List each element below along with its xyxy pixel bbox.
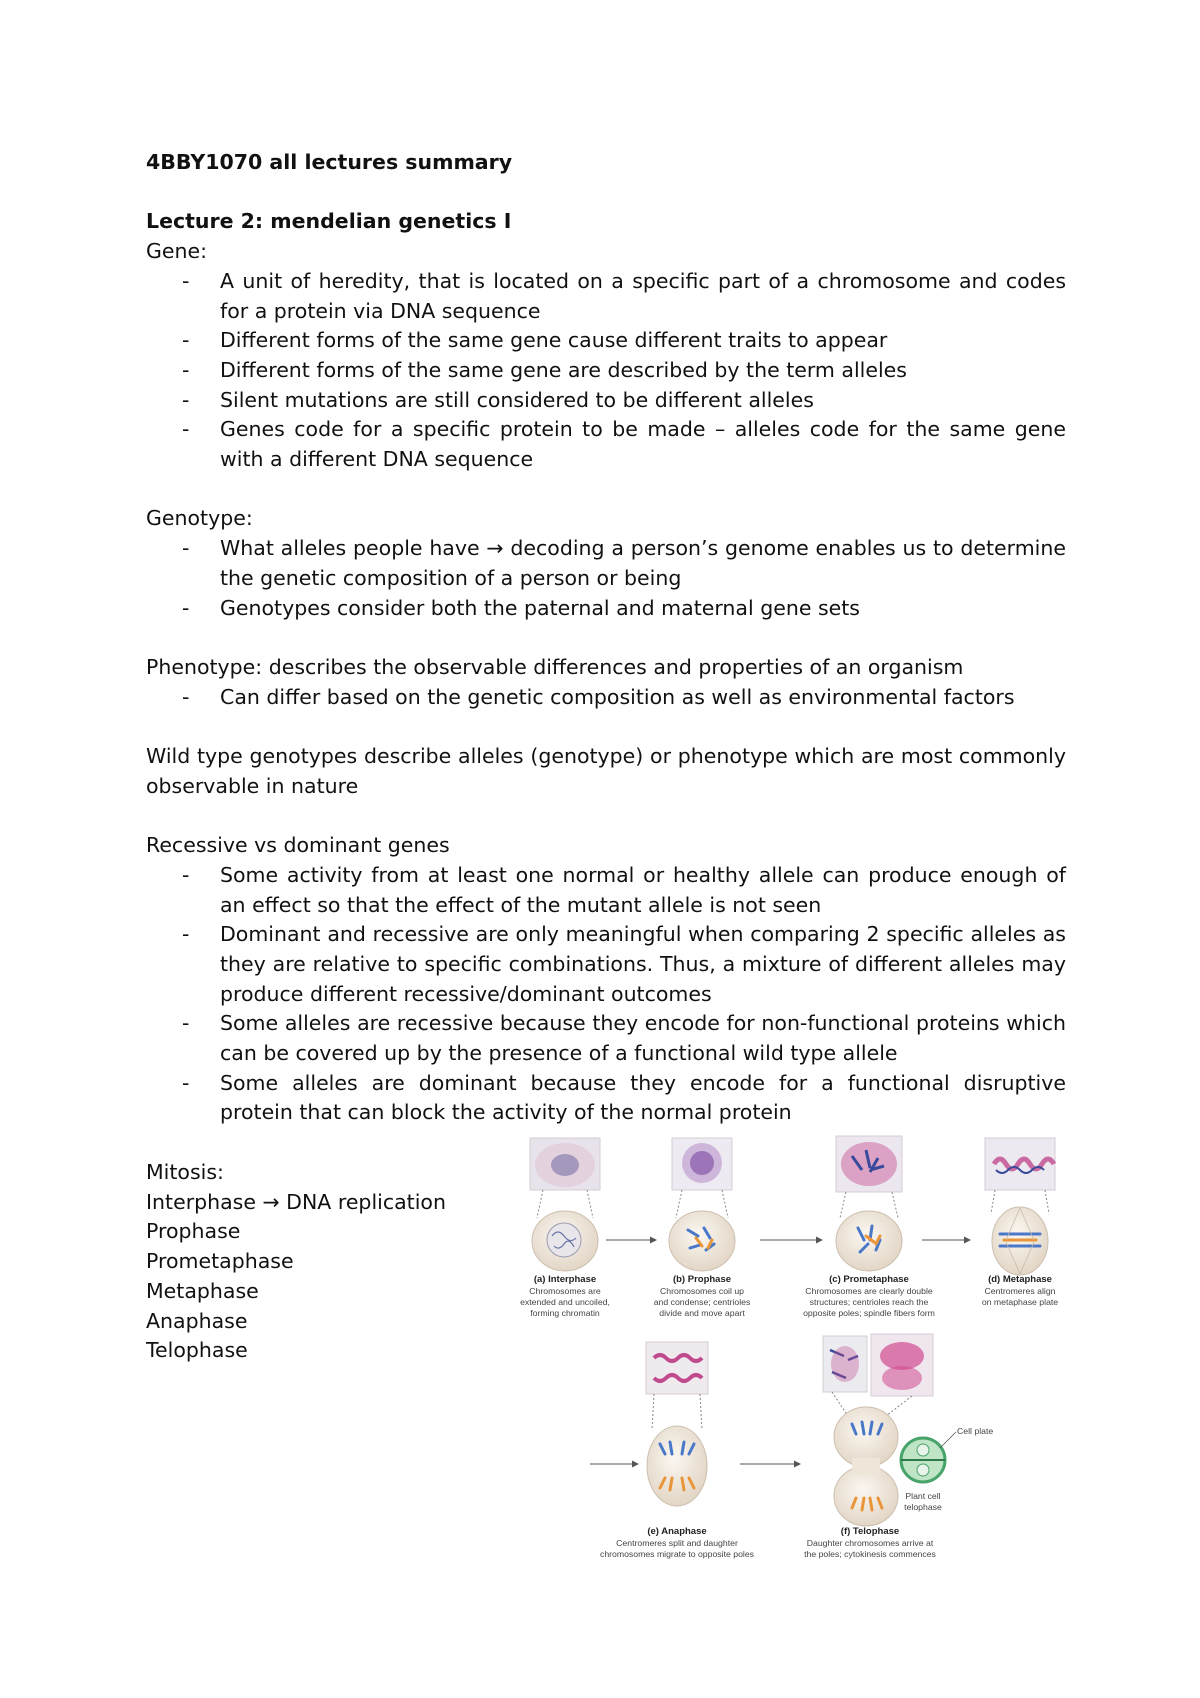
bullet-item: - Dominant and recessive are only meaningful when comparing 2 specific alleles as they are relative to specific combinations. Thus, a mixture of different alleles may produce different recessive/dominant outcomes — [146, 920, 1066, 1009]
cell-metaphase — [992, 1207, 1048, 1275]
lecture-heading: Lecture 2: mendelian genetics I — [146, 209, 512, 234]
micrograph-metaphase — [985, 1138, 1055, 1190]
cell-anaphase — [647, 1426, 707, 1506]
panel-anaphase — [600, 1342, 755, 1559]
panel-caption: divide and move apart — [659, 1308, 745, 1318]
panel-caption: Centromeres split and daughter — [616, 1538, 738, 1548]
bullet-item: - Some alleles are recessive because they encode for non-functional proteins which can be covered up by the presence of a functional wild type allele — [146, 1009, 1066, 1068]
panel-caption: on metaphase plate — [981, 1297, 1059, 1307]
micrograph-prometaphase — [836, 1136, 902, 1192]
panel-interphase — [520, 1138, 610, 1318]
mitosis-heading: Mitosis: — [146, 1160, 224, 1184]
mitosis-stage: Prometaphase — [146, 1249, 294, 1274]
mitosis-stage: Telophase — [146, 1338, 248, 1363]
bullet-item: - Different forms of the same gene are described by the term alleles — [146, 356, 1066, 386]
panel-caption: Chromosomes are — [529, 1286, 601, 1296]
panel-caption: opposite poles; spindle fibers form — [803, 1308, 935, 1318]
bullet-item: - Genes code for a specific protein to be made – alleles code for the same gene with a different DNA sequence — [146, 415, 1066, 474]
plant-cell-label: Plant cell — [905, 1491, 941, 1501]
gene-heading: Gene: — [146, 239, 208, 264]
bullet-item: - Genotypes consider both the paternal and maternal gene sets — [146, 594, 1066, 624]
cell-interphase — [532, 1211, 598, 1271]
panel-caption: Daughter chromosomes arrive at — [806, 1538, 934, 1548]
document-title: 4BBY1070 all lectures summary — [146, 150, 513, 174]
panel-metaphase — [982, 1138, 1058, 1307]
mitosis-stage: Interphase → DNA replication — [146, 1189, 446, 1214]
panel-caption: the poles; cytokinesis commences — [804, 1549, 936, 1559]
cell-telophase — [834, 1407, 898, 1526]
panel-title: (e) Anaphase — [647, 1526, 707, 1537]
panel-caption: and condense; centrioles — [653, 1297, 751, 1307]
panel-title: (d) Metaphase — [988, 1274, 1052, 1285]
panel-title: (b) Prophase — [672, 1274, 732, 1285]
panel-caption: Chromosomes are clearly double — [805, 1286, 933, 1296]
cell-plate-label: Cell plate — [957, 1426, 994, 1436]
phenotype-line: Phenotype: describes the observable differences and properties of an organism — [146, 654, 964, 679]
recessive-dominant-heading: Recessive vs dominant genes — [146, 833, 450, 858]
bullet-item: - Silent mutations are still considered to be different alleles — [146, 386, 1066, 416]
cell-prophase — [669, 1211, 735, 1271]
genotype-heading: Genotype: — [146, 506, 253, 531]
panel-telophase — [804, 1334, 993, 1559]
panel-caption: forming chromatin — [530, 1308, 600, 1318]
micrograph-anaphase — [646, 1342, 708, 1394]
bullet-item: - A unit of heredity, that is located on a specific part of a chromosome and codes for a protein via DNA sequence — [146, 267, 1066, 326]
wild-type-paragraph: Wild type genotypes describe alleles (genotype) or phenotype which are most commonly observable in nature — [146, 744, 1066, 798]
panel-caption: structures; centrioles reach the — [809, 1297, 929, 1307]
cell-prometaphase — [836, 1211, 902, 1271]
bullet-item: - Can differ based on the genetic composition as well as environmental factors — [146, 683, 1066, 713]
micrograph-prophase — [672, 1138, 732, 1190]
panel-title: (c) Prometaphase — [829, 1274, 909, 1285]
panel-caption: chromosomes migrate to opposite poles — [599, 1549, 755, 1559]
panel-caption: extended and uncoiled, — [520, 1297, 610, 1307]
bullet-item: - Some alleles are dominant because they encode for a functional disruptive protein that can block the activity of the normal protein — [146, 1069, 1066, 1128]
mitosis-stage: Metaphase — [146, 1278, 259, 1303]
panel-caption: Centromeres align — [984, 1286, 1056, 1296]
panel-title: (f) Telophase — [840, 1526, 900, 1537]
plant-cell-label: telophase — [904, 1502, 942, 1512]
bullet-item: - Some activity from at least one normal or healthy allele can produce enough of an effect so that the effect of the mutant allele is not seen — [146, 861, 1066, 920]
plant-cell-icon — [901, 1438, 945, 1482]
panel-title: (a) Interphase — [533, 1274, 597, 1285]
panel-prometaphase — [803, 1136, 935, 1318]
mitosis-stage: Prophase — [146, 1219, 241, 1244]
bullet-item: - Different forms of the same gene cause different traits to appear — [146, 326, 1066, 356]
mitosis-stage: Anaphase — [146, 1308, 248, 1333]
panel-prophase — [654, 1138, 751, 1318]
panel-caption: Chromosomes coil up — [659, 1286, 745, 1296]
bullet-item: - What alleles people have → decoding a person’s genome enables us to determine the genetic composition of a person or being — [146, 534, 1066, 593]
micrograph-interphase — [530, 1138, 600, 1190]
micrograph-telophase-1 — [823, 1336, 867, 1392]
micrograph-telophase-2 — [871, 1334, 933, 1396]
